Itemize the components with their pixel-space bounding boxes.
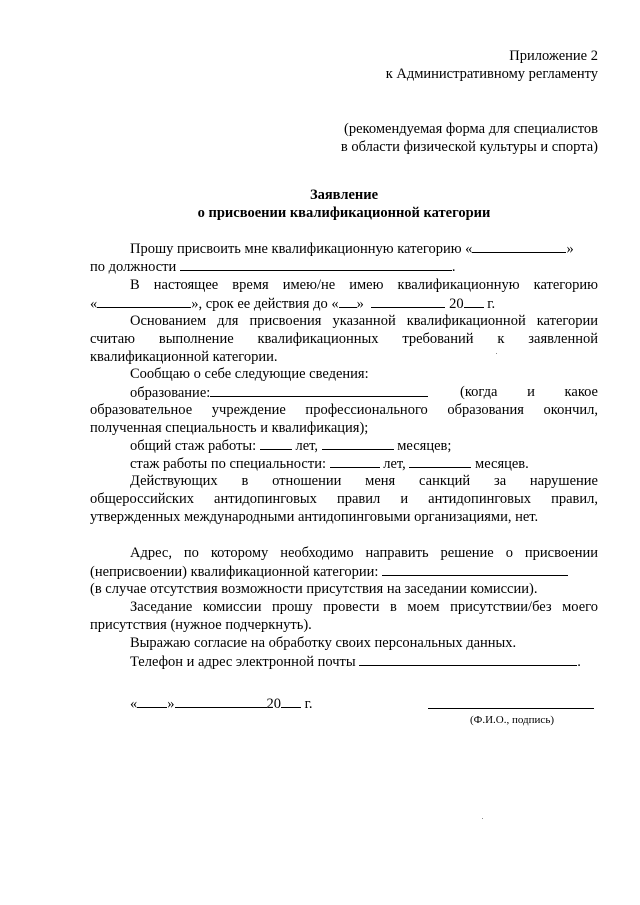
months-label: месяцев; [397, 438, 452, 454]
validity-year-blank[interactable] [464, 294, 484, 308]
quote-open: « [90, 296, 98, 312]
years-label: лет, [383, 456, 406, 472]
position-label: по должности [90, 259, 177, 275]
specialty-experience-label: стаж работы по специальности: [130, 456, 326, 472]
education-label: образование: [130, 385, 211, 401]
education-hint-line3: полученная специальность и квалификация); [90, 420, 369, 436]
years-label: лет, [295, 438, 318, 454]
appendix-reference: к Административному регламенту [385, 66, 598, 82]
month-blank[interactable] [175, 694, 267, 708]
specialty-years-blank[interactable] [330, 454, 380, 468]
signature-blank[interactable] [428, 708, 594, 709]
request-text: Прошу присвоить мне квалификационную категорию « [130, 241, 473, 257]
year-suffix: г. [487, 296, 496, 312]
contact-line [130, 652, 581, 671]
address-line2 [90, 562, 568, 581]
contact-blank[interactable] [359, 652, 577, 666]
address-line3: (в случае отсутствия возможности присутствия на заседании комиссии). [90, 581, 538, 597]
scan-speck [496, 353, 497, 354]
basis-line1: Основанием для присвоения указанной квалификационной категории [130, 313, 598, 329]
quote-close: » [167, 696, 175, 712]
contact-label: Телефон и адрес электронной почты [130, 654, 356, 670]
total-years-blank[interactable] [260, 436, 292, 450]
year-prefix: 20 [266, 696, 281, 712]
form-note-line2: в области физической культуры и спорта) [340, 139, 598, 155]
current-category-blank[interactable] [97, 294, 191, 308]
day-blank[interactable] [137, 694, 167, 708]
education-line [130, 383, 598, 402]
category-validity-line [90, 294, 495, 313]
meeting-line1: Заседание комиссии прошу провести в моем присутствии/без моего [130, 599, 598, 615]
info-intro: Сообщаю о себе следующие сведения: [130, 366, 369, 382]
total-experience-line [130, 436, 451, 455]
category-blank[interactable] [472, 239, 566, 253]
basis-line2: считаю выполнение квалификационных требований к заявленной [90, 331, 598, 347]
document-title: Заявление [309, 187, 379, 203]
meeting-line2: присутствия (нужное подчеркнуть). [90, 617, 312, 633]
total-months-blank[interactable] [322, 436, 394, 450]
year-prefix: 20 [449, 296, 464, 312]
document-subtitle: о присвоении квалификационной категории [197, 205, 491, 221]
year-suffix: г. [304, 696, 313, 712]
education-hint-line2: образовательное учреждение профессионального образования окончил, [90, 402, 598, 418]
total-experience-label: общий стаж работы: [130, 438, 257, 454]
year-blank[interactable] [281, 694, 301, 708]
validity-label: », срок ее действия до « [191, 296, 339, 312]
education-blank[interactable] [210, 383, 428, 397]
date-line [130, 694, 313, 713]
appendix-number: Приложение 2 [509, 48, 598, 64]
address-blank[interactable] [382, 562, 568, 576]
period: . [577, 654, 581, 670]
consent-line: Выражаю согласие на обработку своих персональных данных. [130, 635, 517, 651]
form-note-line1: (рекомендуемая форма для специалистов [344, 121, 598, 137]
quote-close: » [566, 241, 574, 257]
doping-line3: утвержденных международными антидопинговыми организациями, нет. [90, 509, 539, 525]
quote-close: » [356, 296, 364, 312]
position-blank[interactable] [180, 257, 452, 271]
validity-day-blank[interactable] [339, 294, 357, 308]
current-category-line: В настоящее время имею/не имею квалификационную категорию [130, 277, 598, 293]
doping-line2: общероссийских антидопинговых правил и антидопинговых правил, [90, 491, 598, 507]
position-line [90, 257, 455, 276]
education-hint: (когда и какое [460, 384, 598, 400]
period: . [451, 259, 456, 275]
quote-open: « [130, 696, 138, 712]
address-line1: Адрес, по которому необходимо направить решение о присвоении [130, 545, 598, 561]
signature-caption: (Ф.И.О., подпись) [470, 714, 554, 726]
specialty-experience-line [130, 454, 529, 473]
specialty-months-blank[interactable] [409, 454, 471, 468]
address-label: (неприсвоении) квалификационной категории: [90, 564, 379, 580]
doping-line1: Действующих в отношении меня санкций за нарушение [130, 473, 598, 489]
basis-line3: квалификационной категории. [90, 349, 278, 365]
request-line [130, 239, 574, 258]
scan-speck [482, 818, 483, 819]
months-label: месяцев. [475, 456, 529, 472]
validity-month-blank[interactable] [371, 294, 445, 308]
